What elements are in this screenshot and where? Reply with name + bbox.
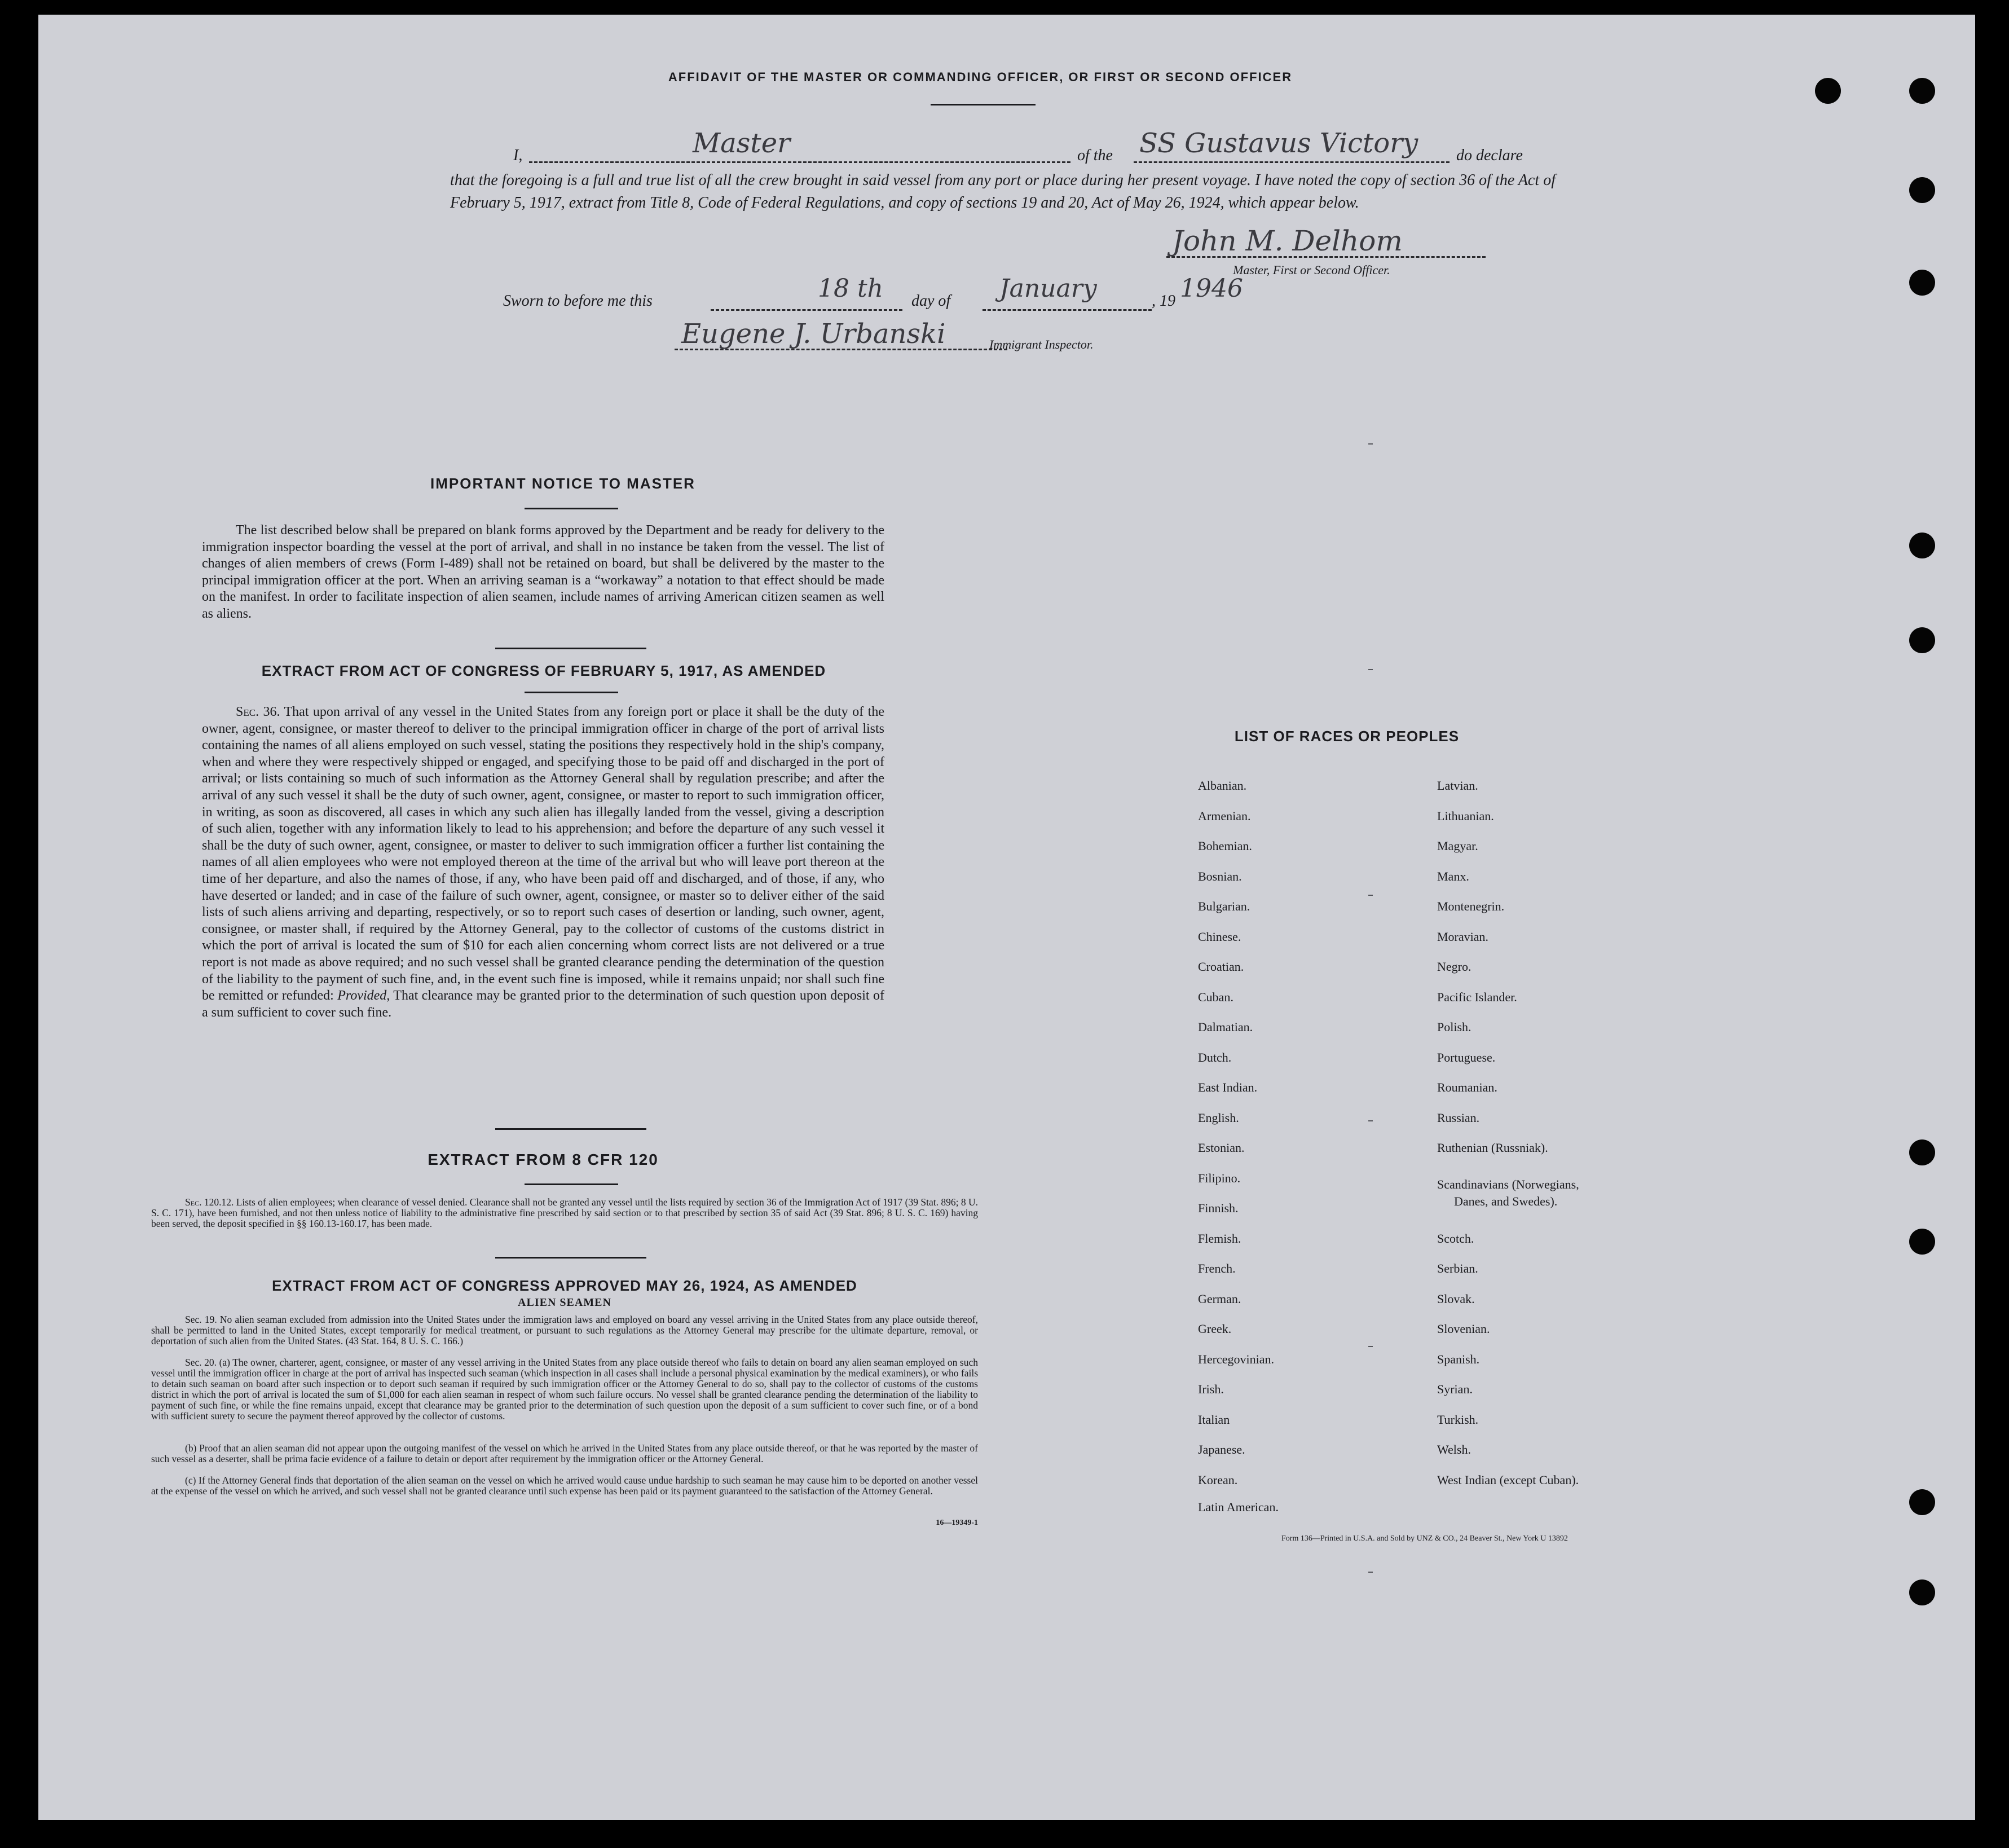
race-item: Armenian.	[1198, 808, 1251, 823]
declare-label: do declare	[1456, 147, 1523, 164]
race-item: Welsh.	[1437, 1442, 1471, 1457]
affidavit-i-label: I,	[513, 147, 523, 164]
month-handwritten: January	[999, 274, 1097, 303]
race-item: West Indian (except Cuban).	[1437, 1472, 1579, 1487]
race-item: Roumanian.	[1437, 1080, 1497, 1094]
races-title: LIST OF RACES OR PEOPLES	[1234, 728, 1460, 745]
race-item: Polish.	[1437, 1020, 1471, 1034]
officer-signature: John M. Delhom	[1172, 225, 1403, 257]
race-item: Cuban.	[1198, 989, 1233, 1004]
extract1917-rule	[495, 1128, 646, 1130]
extract1924-title: EXTRACT FROM ACT OF CONGRESS APPROVED MAY 26, 1924, AS AMENDED	[272, 1277, 857, 1294]
race-item: Manx.	[1437, 869, 1469, 883]
race-item: German.	[1198, 1291, 1241, 1306]
cfr-rule	[495, 1257, 646, 1259]
rank-handwritten: Master	[693, 127, 791, 159]
year-handwritten: 1946	[1180, 274, 1243, 303]
race-item: Latvian.	[1437, 778, 1478, 793]
day-of-label: day of	[911, 292, 951, 310]
sec20b-text: (b) Proof that an alien seaman did not appear upon the outgoing manifest of the vessel on which he arrived in the United States from any place outside thereof, or that he was reported by the master of such vessel as a deserter, shall be prima facie evidence of a failure to detain or deport after requirement by the immigration officer or the Attorney General.	[151, 1442, 978, 1464]
notice-body: The list described below shall be prepared on blank forms approved by the Department and be ready for delivery to the immigration inspector boarding the vessel at the port of arrival, and shall in no instance be taken from the vessel. The list of changes of alien members of crews (Form I-489) shall not be retained on board, but shall be delivered by the master to the principal immigration officer at the port. When an arriving seaman is a “workaway” a notation to that effect should be made on the manifest. In order to facilitate inspection of alien seamen, include names of arriving American citizen seamen as well as aliens.	[202, 523, 884, 621]
race-item: English.	[1198, 1110, 1239, 1125]
punch-hole	[1909, 533, 1935, 558]
race-item: Korean.	[1198, 1472, 1238, 1487]
punch-hole	[1909, 627, 1935, 653]
extract1917-title: EXTRACT FROM ACT OF CONGRESS OF FEBRUARY 5, 1917, AS AMENDED	[261, 662, 826, 679]
race-item: Croatian.	[1198, 960, 1244, 974]
race-item: Japanese.	[1198, 1442, 1245, 1457]
race-item: Irish.	[1198, 1382, 1224, 1396]
punch-hole	[1909, 78, 1935, 104]
center-tick	[1368, 669, 1373, 670]
race-item: Albanian.	[1198, 778, 1247, 793]
affidavit-title: AFFIDAVIT OF THE MASTER OR COMMANDING OFFICER, OR FIRST OR SECOND OFFICER	[668, 70, 1293, 84]
race-item: Negro.	[1437, 960, 1471, 974]
races-right-list	[1437, 771, 1730, 1495]
race-item: Estonian.	[1198, 1141, 1245, 1155]
punch-hole	[1909, 1139, 1935, 1165]
race-item: Flemish.	[1198, 1231, 1241, 1246]
race-item: Dalmatian.	[1198, 1020, 1253, 1034]
race-item: Bulgarian.	[1198, 899, 1250, 913]
race-item: Slovenian.	[1437, 1322, 1490, 1336]
punch-hole	[1815, 78, 1841, 104]
sec20a-text: Sec. 20. (a) The owner, charterer, agent, consignee, or master of any vessel arriving in the United States from any place outside thereof who fails to detain on board any alien seaman employed on such vessel until the immigration officer in charge at the port of arrival has inspected such seaman (which inspection in all cases shall include a personal physical examination by the medical examiners), or who fails to detain such seaman on board after such inspection or to deport such seaman if required by such immigration officer or the Attorney General to do so, shall pay to the collector of customs of the customs district in which the port of arrival is located the sum of $1,000 for each alien seaman in respect of whom such failure occurs. No vessel shall be granted clearance pending the determination of the liability to payment of such fine, or while the fine remains unpaid, except that clearance may be granted prior to the determination of such question upon the deposit of a sum sufficient to cover such fine, or of a bond with sufficient surety to secure the payment thereof approved by the collector of customs.	[151, 1357, 978, 1422]
race-item: Moravian.	[1437, 929, 1489, 944]
race-item: Bosnian.	[1198, 869, 1242, 883]
inspector-caption: Immigrant Inspector.	[989, 337, 1094, 351]
cfr-text	[151, 1197, 978, 1229]
inspector-signature-line	[675, 326, 1007, 350]
race-item: Syrian.	[1437, 1382, 1473, 1396]
punch-hole	[1909, 177, 1935, 203]
cfr-body: Lists of alien employees; when clearance of vessel denied. Clearance shall not be granted any vessel until the lists required by section 36 of the Immigration Act of 1917 (39 Stat. 896; 8 U. S. C. 171), have been furnished, and not then unless notice of liability to the administrative fine prescribed by said section or to that prescribed by section 35 of said Act (39 Stat. 896; 8 U. S. C. 169) having been served, the deposit specified in §§ 160.13-160.17, has been made.	[151, 1196, 978, 1229]
affidavit-line1	[513, 127, 1562, 165]
race-item: Slovak.	[1437, 1291, 1475, 1306]
notice-title-rule	[525, 508, 618, 509]
race-item: Scandinavians (Norwegians,	[1437, 1177, 1579, 1191]
form-sheet	[38, 15, 1975, 1820]
races-left-list	[1198, 771, 1424, 1520]
punch-hole	[1909, 1579, 1935, 1605]
officer-caption: Master, First or Second Officer.	[1233, 263, 1390, 277]
race-item: Spanish.	[1437, 1352, 1480, 1366]
race-item: East Indian.	[1198, 1080, 1258, 1094]
race-item: Danes, and Swedes).	[1454, 1194, 1558, 1208]
cfr-title: EXTRACT FROM 8 CFR 120	[428, 1151, 659, 1168]
race-item: Chinese.	[1198, 929, 1241, 944]
race-item: Lithuanian.	[1437, 808, 1494, 823]
notice-rule	[495, 648, 646, 649]
race-item: Filipino.	[1198, 1171, 1241, 1185]
form-code: 16—19349-1	[936, 1519, 978, 1527]
race-item: Hercegovinian.	[1198, 1352, 1274, 1366]
of-the-label: of the	[1077, 147, 1113, 164]
race-item: Latin American.	[1198, 1500, 1279, 1514]
punch-hole	[1909, 1489, 1935, 1515]
printer-imprint: Form 136—Printed in U.S.A. and Sold by UNZ & CO., 24 Beaver St., New York U 13892	[1281, 1534, 1568, 1543]
race-item: French.	[1198, 1261, 1236, 1275]
race-item: Serbian.	[1437, 1261, 1478, 1275]
race-item: Magyar.	[1437, 839, 1478, 853]
extract1917-title-rule	[525, 692, 618, 693]
affidavit-title-rule	[931, 104, 1036, 105]
race-item: Ruthenian (Russniak).	[1437, 1141, 1548, 1155]
sec19-text: Sec. 19. No alien seaman excluded from admission into the United States under the immigration laws and employed on board any vessel arriving in the United States from any place outside thereof, shall be permitted to land in the United States, except temporarily for medical treatment, or pursuant to such regulations as the Attorney General may prescribe for the ultimate departure, removal, or deportation of such alien from the United States. (43 Stat. 164, 8 U. S. C. 166.)	[151, 1314, 978, 1347]
race-item: Greek.	[1198, 1322, 1232, 1336]
year-prefix-label: , 19	[1152, 292, 1175, 310]
race-item: Dutch.	[1198, 1050, 1232, 1064]
race-item: Scotch.	[1437, 1231, 1474, 1246]
cfr-section-label: Sec. 120.12.	[185, 1196, 234, 1208]
sworn-line	[503, 272, 1293, 311]
race-item: Turkish.	[1437, 1412, 1479, 1427]
affidavit-body: that the foregoing is a full and true list of all the crew brought in said vessel from any port or place during her present voyage. I have noted the copy of section 36 of the Act of February 5, 1917, extract from Title 8, Code of Federal Regulations, and copy of sections 19 and 20, Act of May 26, 1924, which appear below.	[450, 171, 1556, 212]
rank-field	[529, 137, 1070, 163]
punch-hole	[1909, 1229, 1935, 1255]
punch-hole	[1909, 270, 1935, 296]
inspector-signature: Eugene J. Urbanski	[681, 318, 946, 350]
extract1917-text	[202, 704, 884, 1021]
sec36-body: That upon arrival of any vessel in the United States from any foreign port or place it shall be the duty of the owner, agent, consignee, or master thereof to deliver to the principal immigration officer in charge of the port of arrival lists containing the names of all aliens employed on such vessel, stating the positions they respectively hold in the ship's company, when and where they were respectively shipped or engaged, and specifying those to be paid off and discharged in the port of arrival; or lists containing so much of such information as the Attorney General shall by regulation prescribe; and after the arrival of any such vessel it shall be the duty of such owner, agent, consignee, or master to report to such immigration officer, in writing, as soon as discovered, all cases in which any such alien has illegally landed from the vessel, giving a description of such alien, together with any information likely to lead to his apprehension; and before the departure of any such vessel it shall be the duty of such owner, agent, consignee, or master to deliver to such immigration officer a further list containing the names of all alien employees who were not employed thereon at the time of the arrival but who will leave port thereon at the time of her departure, and also the names of those, if any, who have been paid off and discharged, and of those, if any, who have deserted or landed; and in case of the failure of such owner, agent, consignee, or master so to deliver either of the said lists of such aliens arriving and departing, respectively, or so to report such cases of desertion or landing, such owner, agent, consignee, or master shall, if required by the Attorney General, pay to the collector of customs of the customs district in which the port of arrival is located the sum of $10 for each alien concerning whom correct lists are not delivered or a true report is not made as above required; and no such vessel shall be granted clearance pending the determination of the question of the liability to the payment of such fine, and, in the event such fine is imposed, while it remains unpaid; nor shall such fine be remitted or refunded:	[202, 705, 884, 1004]
center-tick	[1368, 1572, 1373, 1573]
officer-signature-line	[1166, 239, 1486, 258]
sec36-label: Sec. 36.	[236, 705, 280, 719]
sec20c-text: (c) If the Attorney General finds that deportation of the alien seaman on the vessel on which he arrived would cause undue hardship to such seaman he may cause him to be deported on another vessel at the expense of the vessel on which he arrived, and such vessel shall not be granted clearance until such expense has been paid or its payment guaranteed to the satisfaction of the Attorney General.	[151, 1475, 978, 1497]
race-item: Pacific Islander.	[1437, 989, 1517, 1004]
race-item: Russian.	[1437, 1110, 1480, 1125]
sworn-label: Sworn to before me this	[503, 292, 653, 310]
race-item: Italian	[1198, 1412, 1230, 1427]
race-item: Finnish.	[1198, 1201, 1239, 1215]
race-item: Portuguese.	[1437, 1050, 1496, 1064]
extract1924-subtitle: ALIEN SEAMEN	[518, 1296, 611, 1309]
race-item: Montenegrin.	[1437, 899, 1505, 913]
center-tick	[1368, 443, 1373, 445]
vessel-handwritten: SS Gustavus Victory	[1139, 127, 1418, 159]
proviso-body: That clearance may be granted prior to the determination of such question upon deposit of a sum sufficient to cover such fine.	[202, 988, 885, 1020]
proviso-label: Provided,	[337, 988, 390, 1004]
cfr-title-rule	[525, 1183, 618, 1185]
race-item: Bohemian.	[1198, 839, 1252, 853]
day-handwritten: 18 th	[818, 274, 883, 303]
notice-title: IMPORTANT NOTICE TO MASTER	[430, 475, 695, 492]
